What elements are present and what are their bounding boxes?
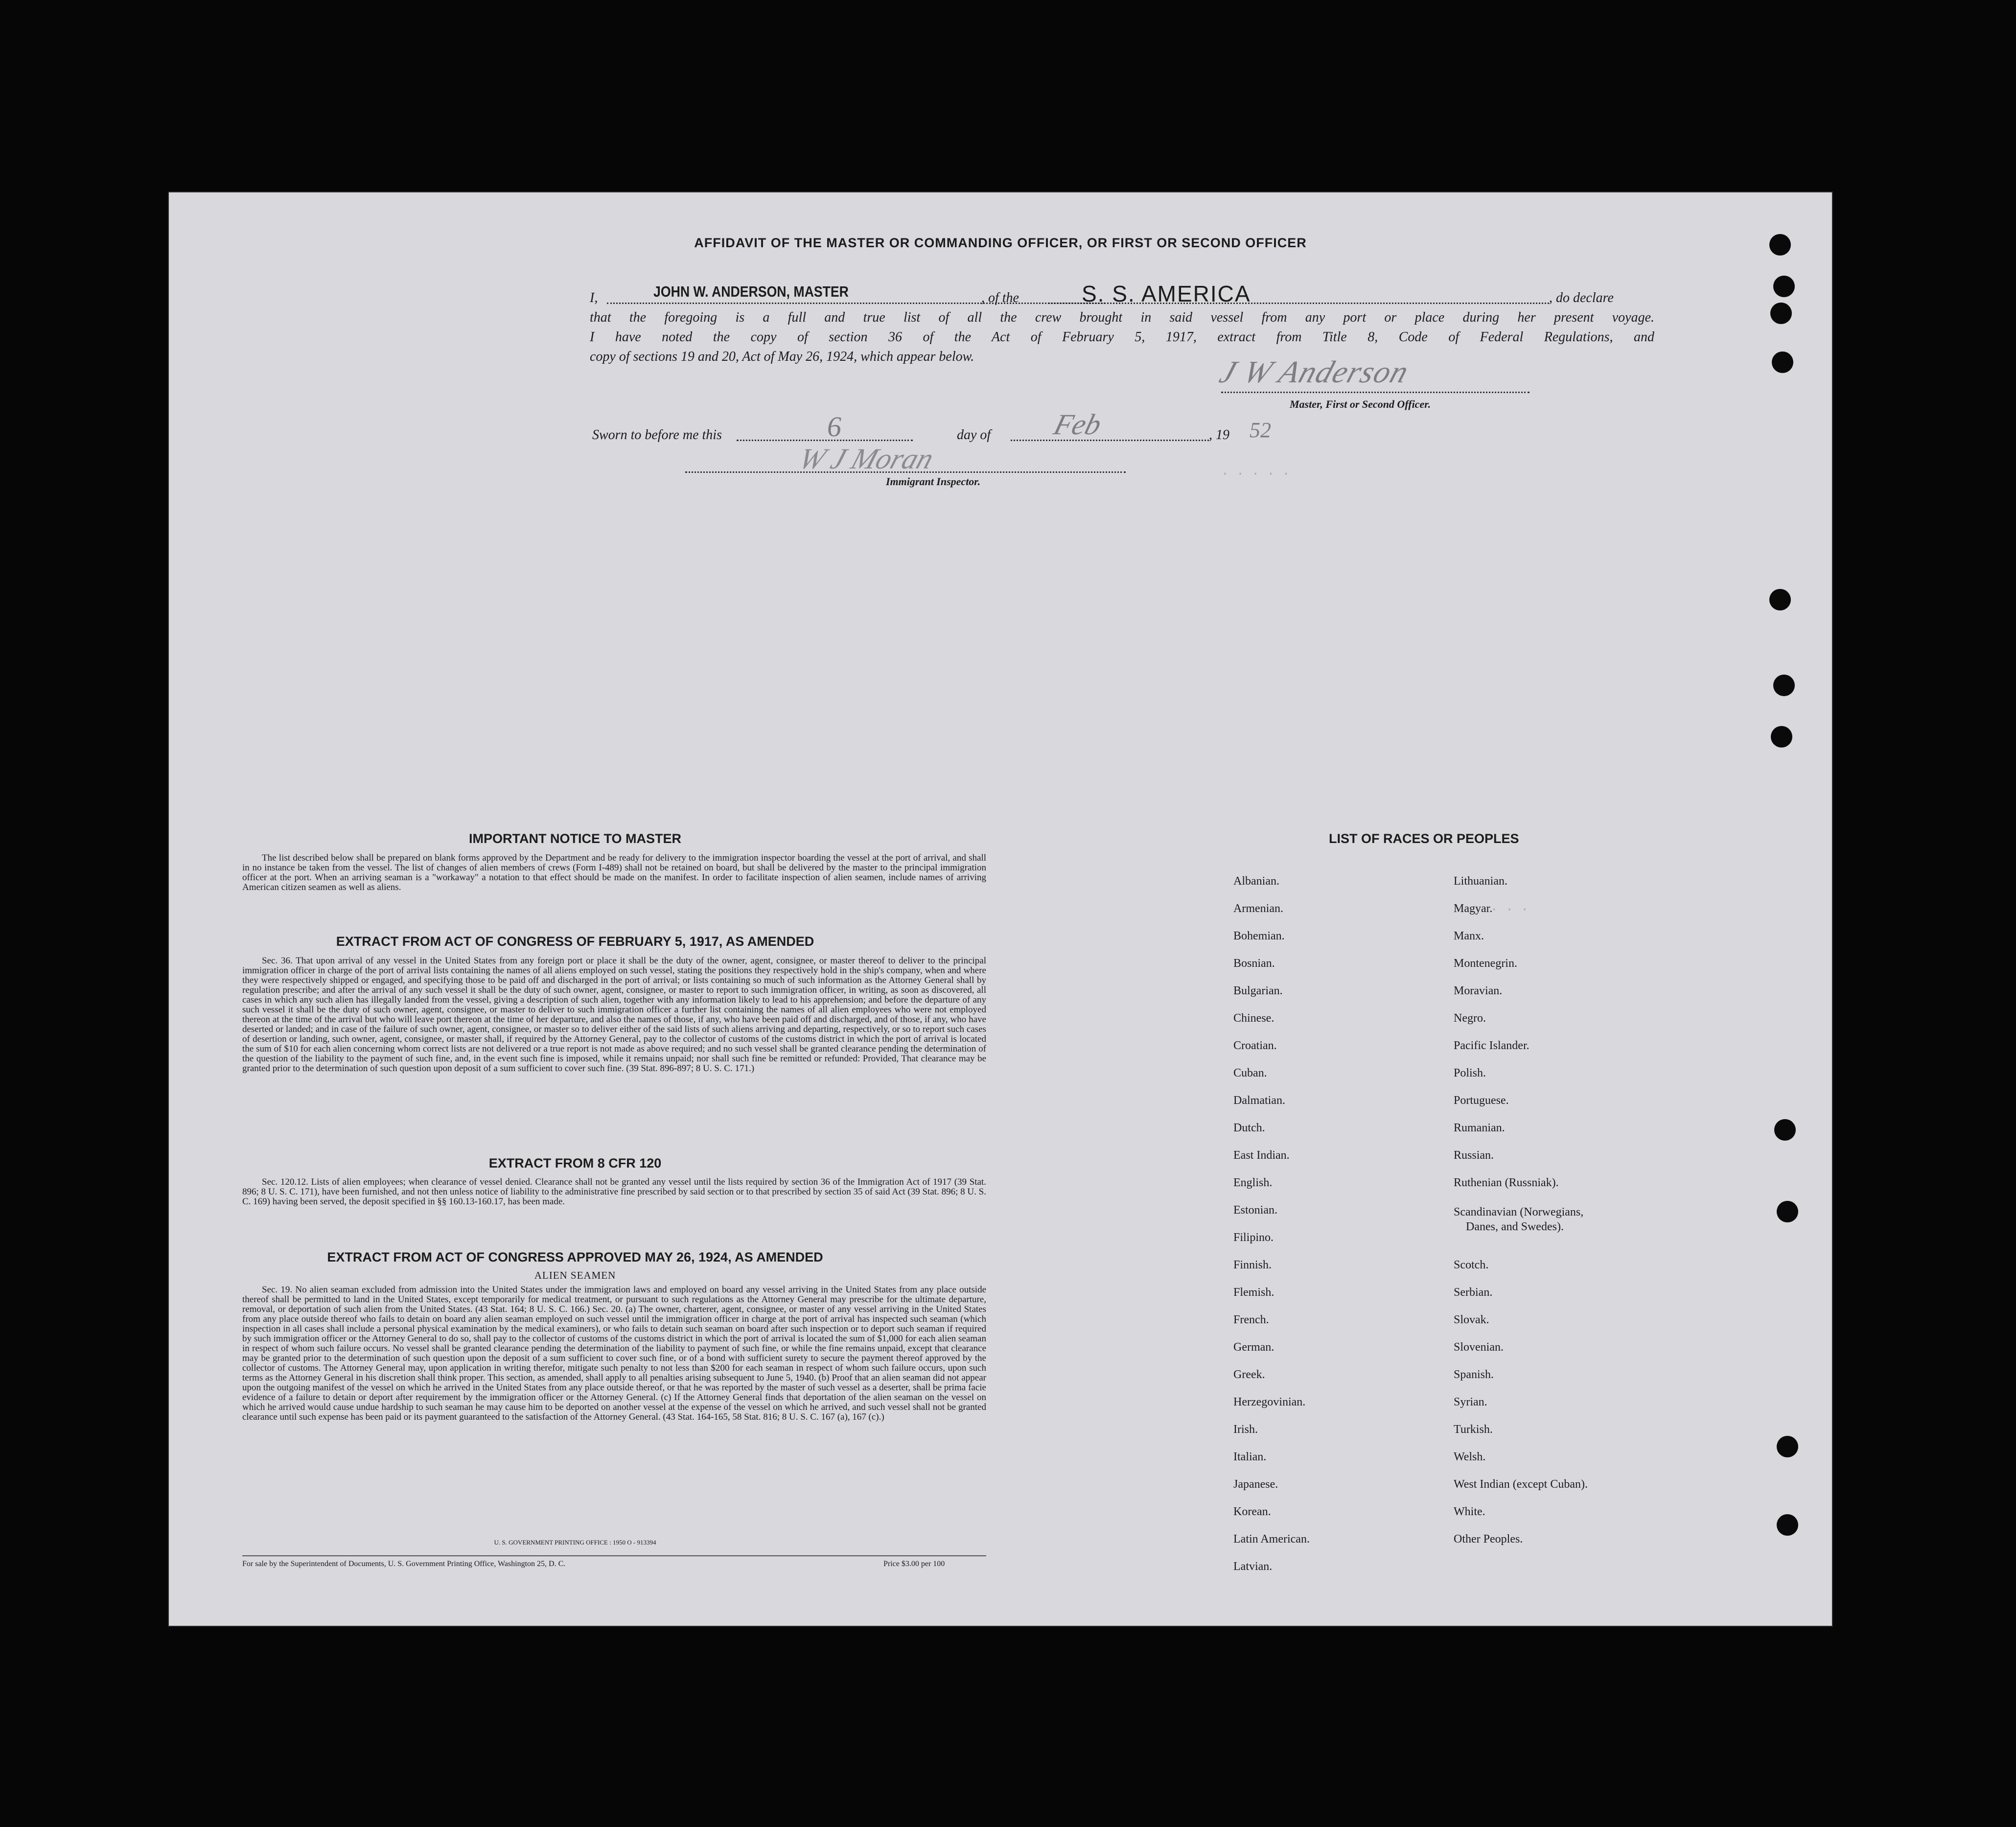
race-item: Filipino. — [1233, 1231, 1274, 1244]
race-item: German. — [1233, 1341, 1274, 1354]
punch-hole — [1772, 351, 1793, 373]
do-declare-label: , do declare — [1549, 290, 1614, 305]
race-item: East Indian. — [1233, 1149, 1290, 1162]
i-label: I, — [590, 290, 598, 305]
bleed-through-mark: · · · — [1490, 902, 1529, 917]
race-item: Turkish. — [1454, 1423, 1493, 1436]
extract-1924-subtitle: ALIEN SEAMEN — [534, 1269, 616, 1281]
notice-text: The list described below shall be prepared on blank forms approved by the Department and be ready for delivery to the immigration inspector boarding the vessel at the port of arrival, and shall in no instance be taken from the vessel. The list of changes of alien members of crews (Form I-489) shall not be retained on board, but shall be delivered by the master to the principal immigration officer at the port. When an arriving seaman is a "workaway" a notation to that effect should be made on the manifest. In order to facilitate inspection of alien seamen, include names of arriving American citizen seamen as well as aliens. — [242, 853, 986, 892]
race-item: Dutch. — [1233, 1122, 1265, 1134]
of-the-label: , of the — [981, 290, 1019, 305]
race-item: West Indian (except Cuban). — [1454, 1478, 1588, 1491]
race-item: Bohemian. — [1233, 930, 1285, 942]
race-item: Negro. — [1454, 1012, 1486, 1025]
race-item: Lithuanian. — [1454, 875, 1507, 888]
punch-hole — [1773, 675, 1795, 696]
race-item: Cuban. — [1233, 1067, 1267, 1079]
inspector-line — [685, 471, 1126, 473]
race-item: Flemish. — [1233, 1286, 1274, 1299]
race-item: Other Peoples. — [1454, 1533, 1523, 1546]
race-item: Armenian. — [1233, 902, 1283, 915]
form-page — [169, 192, 1832, 1626]
race-item: Portuguese. — [1454, 1094, 1509, 1107]
race-item: Pacific Islander. — [1454, 1039, 1529, 1052]
race-item: Scotch. — [1454, 1259, 1489, 1271]
race-item: English. — [1233, 1176, 1273, 1189]
sworn-label: Sworn to before me this — [592, 427, 722, 443]
year-prefix: , 19 — [1209, 427, 1229, 443]
name-line — [607, 303, 1109, 304]
race-item: French. — [1233, 1313, 1269, 1326]
day-line — [737, 440, 913, 441]
footer-left: For sale by the Superintendent of Documents, U. S. Government Printing Office, Washington 25, D. C. — [242, 1560, 566, 1568]
race-item: Serbian. — [1454, 1286, 1493, 1299]
race-item: Korean. — [1233, 1505, 1271, 1518]
race-item: Scandinavian (Norwegians, — [1454, 1206, 1584, 1218]
race-item: Irish. — [1233, 1423, 1258, 1436]
sworn-day: 6 — [827, 411, 841, 443]
day-of-label: day of — [957, 427, 991, 443]
punch-hole — [1770, 303, 1792, 324]
statement-line-1: that the foregoing is a full and true list of all the crew brought in said vessel from any port or place during her present voyage. — [590, 310, 1654, 325]
sworn-month: Feb — [1050, 408, 1105, 441]
race-item: Polish. — [1454, 1067, 1486, 1079]
month-line — [1011, 440, 1209, 441]
race-item: Slovak. — [1454, 1313, 1489, 1326]
race-item: Latin American. — [1233, 1533, 1310, 1546]
race-item: Rumanian. — [1454, 1122, 1505, 1134]
master-name: JOHN W. ANDERSON, MASTER — [653, 283, 849, 300]
extract-1917-title: EXTRACT FROM ACT OF CONGRESS OF FEBRUARY 5, 1917, AS AMENDED — [336, 934, 814, 949]
punch-hole — [1777, 1436, 1798, 1457]
vessel-name: S. S. AMERICA — [1082, 281, 1251, 306]
race-item: Croatian. — [1233, 1039, 1277, 1052]
race-item: Welsh. — [1454, 1451, 1486, 1463]
notice-title: IMPORTANT NOTICE TO MASTER — [469, 831, 681, 846]
race-item: White. — [1454, 1505, 1485, 1518]
affidavit-title: AFFIDAVIT OF THE MASTER OR COMMANDING OFFICER, OR FIRST OR SECOND OFFICER — [694, 235, 1307, 250]
race-item: Greek. — [1233, 1368, 1265, 1381]
punch-hole — [1777, 1514, 1798, 1536]
statement-line-3: copy of sections 19 and 20, Act of May 26, 1924, which appear below. — [590, 349, 974, 364]
punch-hole — [1774, 1119, 1796, 1141]
gpo-note: U. S. GOVERNMENT PRINTING OFFICE : 1950 O - 913394 — [494, 1539, 656, 1546]
race-item: Latvian. — [1233, 1560, 1273, 1573]
signature-caption: Master, First or Second Officer. — [1290, 398, 1431, 410]
race-item: Syrian. — [1454, 1396, 1487, 1408]
inspector-signature: W J Moran — [795, 443, 938, 475]
race-item: Bulgarian. — [1233, 984, 1283, 997]
race-item: Dalmatian. — [1233, 1094, 1285, 1107]
inspector-caption: Immigrant Inspector. — [886, 475, 981, 488]
race-item: Ruthenian (Russniak). — [1454, 1176, 1559, 1189]
punch-hole — [1769, 589, 1791, 610]
race-item: Albanian. — [1233, 875, 1279, 888]
extract-1917-text: Sec. 36. That upon arrival of any vessel in the United States from any foreign port or place it shall be the duty of the owner, agent, consignee, or master thereof to deliver to the principal immigration officer in charge of the port of arrival lists containing the names of all aliens employed on such vessel, stating the positions they respectively hold in the ship's company, when and where they were respectively shipped or engaged, and specifying those to be paid off and discharged in the port of arrival; or lists containing so much of such information as the Attorney General shall by regulation prescribe; and after the arrival of any such vessel it shall be the duty of such owner, agent, consignee, or master to report to such immigration officer, in writing, as soon as discovered, all cases in which any such alien has illegally landed from the vessel, giving a description of such alien, together with any information likely to lead to his apprehension; and before the departure of any such vessel it shall be the duty of such owner, agent, consignee, or master to deliver to such immigration officer a further list containing the names of all alien employees who were not employed thereon at the time of the arrival but who will leave port thereon at the time of her departure, and also the names of those, if any, who have been paid off and discharged, and of those, if any, who have deserted or landed; and in case of the failure of such owner, agent, consignee, or master so to deliver either of the said lists of such aliens arriving and departing, respectively, or so to report such cases of desertion or landing, such owner, agent, consignee, or master shall, if required by the Attorney General, pay to the collector of customs of the customs district in which the port of arrival is located the sum of $10 for each alien concerning whom correct lists are not delivered or a true report is not made as above required; and no such vessel shall be granted clearance pending the determination of the question of the liability to the payment of such fine, and, in the event such fine is imposed, while it remains unpaid; nor shall such fine be remitted or refunded: Provided, That clearance may be granted prior to the determination of such question upon deposit of a sum sufficient to cover such fine. (39 Stat. 896-897; 8 U. S. C. 171.) — [242, 956, 986, 1074]
race-item: Italian. — [1233, 1451, 1267, 1463]
race-item: Chinese. — [1233, 1012, 1274, 1025]
master-signature: J W Anderson — [1215, 354, 1414, 389]
year-suffix: 52 — [1250, 418, 1271, 442]
extract-cfr-text: Sec. 120.12. Lists of alien employees; when clearance of vessel denied. Clearance shall not be granted any vessel until the lists required by section 36 of the Immigration Act of 1917 (39 Stat. 896; 8 U. S. C. 171), have been furnished, and not then unless notice of liability to the administrative fine prescribed by said section or to that prescribed by section 35 of said Act (39 Stat. 896; 8 U. S. C. 169) having been served, the deposit specified in §§ 160.13-160.17, has been made. — [242, 1177, 986, 1207]
punch-hole — [1773, 276, 1795, 297]
race-item: Finnish. — [1233, 1259, 1272, 1271]
race-item: Herzegovinian. — [1233, 1396, 1306, 1408]
race-item: Spanish. — [1454, 1368, 1494, 1381]
race-item: Montenegrin. — [1454, 957, 1517, 970]
race-item: Moravian. — [1454, 984, 1503, 997]
extract-1924-text: Sec. 19. No alien seaman excluded from admission into the United States under the immigration laws and employed on board any vessel arriving in the United States from any place outside thereof shall be permitted to land in the United States, except temporarily for medical treatment, or pursuant to such regulations as the Attorney General may prescribe for the ultimate departure, removal, or deportation of such alien from the United States. (43 Stat. 164; 8 U. S. C. 166.) Sec. 20. (a) The owner, charterer, agent, consignee, or master of any vessel arriving in the United States from any place outside thereof who fails to detain on board any alien seaman employed on such vessel until the immigration officer in charge at the port of arrival has inspected such seaman (which inspection in all cases shall include a personal physical examination by the medical examiners), or who fails to detain such seaman on board after such inspection or to deport such seaman if required by such immigration officer or the Attorney General to do so, shall pay to the collector of customs of the customs district in which the port of arrival is located the sum of $1,000 for each alien seaman in respect of whom such failure occurs. No vessel shall be granted clearance pending the determination of the liability to payment of such fine, or while the fine remains unpaid, except that clearance may be granted prior to the determination of such question upon the deposit of a sum sufficient to cover such fine, or of a bond with sufficient surety to secure the payment thereof approved by the collector of customs. The Attorney General may, upon application in writing therefor, mitigate such penalty to not less than $200 for each seaman in respect of whom such failure occurs, upon such terms as the Attorney General in his discretion shall think proper. This section, as amended, shall apply to all penalties arising subsequent to June 5, 1940. (b) Proof that an alien seaman did not appear upon the outgoing manifest of the vessel on which he arrived in the United States from any place outside thereof, or that he was reported by the master of such vessel as a deserter, shall be prima facie evidence of a failure to detain or deport after requirement by the immigration officer or the Attorney General. (c) If the Attorney General finds that deportation of the alien seaman on the vessel on which he arrived would cause undue hardship to such seaman he may cause him to be deported on another vessel at the expense of the vessel on which he arrived, and such vessel shall not be granted clearance until such expense has been paid or its payment guaranteed to the satisfaction of the Attorney General. (43 Stat. 164-165, 58 Stat. 816; 8 U. S. C. 167 (a), 167 (c).) — [242, 1285, 986, 1422]
signature-line — [1221, 392, 1529, 393]
bleed-through-mark: · · · · · — [1221, 467, 1290, 481]
race-item: Manx. — [1454, 930, 1484, 942]
race-item: Japanese. — [1233, 1478, 1278, 1491]
punch-hole — [1769, 234, 1791, 256]
race-item: Magyar. — [1454, 902, 1493, 915]
punch-hole — [1771, 726, 1792, 748]
footer-right: Price $3.00 per 100 — [883, 1560, 945, 1568]
race-item: Bosnian. — [1233, 957, 1275, 970]
punch-hole — [1777, 1201, 1798, 1222]
race-item: Danes, and Swedes). — [1466, 1220, 1564, 1233]
race-item: Estonian. — [1233, 1204, 1277, 1217]
extract-cfr-title: EXTRACT FROM 8 CFR 120 — [488, 1156, 662, 1171]
race-item: Slovenian. — [1454, 1341, 1504, 1354]
races-title: LIST OF RACES OR PEOPLES — [1329, 831, 1519, 846]
race-item: Russian. — [1454, 1149, 1494, 1162]
extract-1924-title: EXTRACT FROM ACT OF CONGRESS APPROVED MAY 26, 1924, AS AMENDED — [327, 1250, 823, 1265]
footer-rule — [242, 1555, 986, 1556]
statement-line-2: I have noted the copy of section 36 of the Act of February 5, 1917, extract from Title 8, Code of Federal Regulations, and — [590, 329, 1654, 345]
